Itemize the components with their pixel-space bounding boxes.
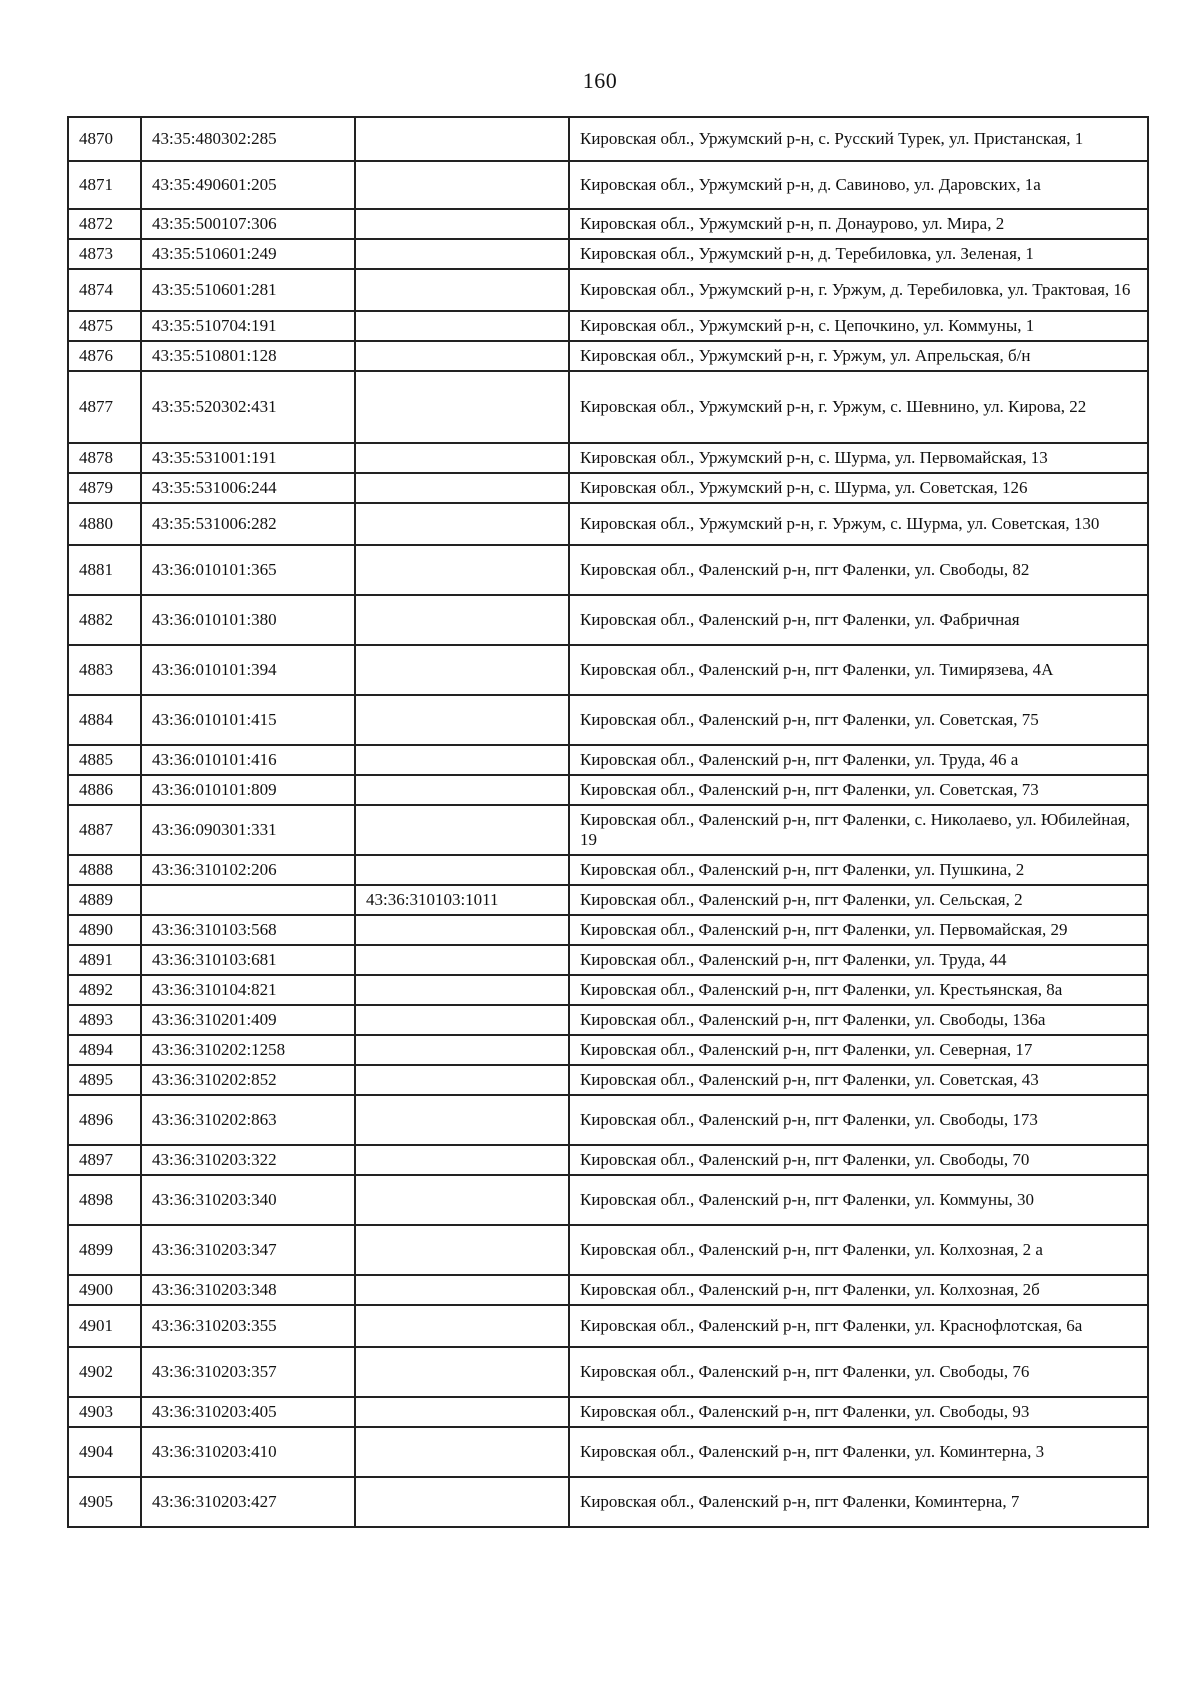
cadastral-number-cell: 43:36:010101:365 — [141, 545, 355, 595]
cadastral-number-cell: 43:36:310203:347 — [141, 1225, 355, 1275]
cadastral-number-cell: 43:36:310202:852 — [141, 1065, 355, 1095]
cadastral-number-alt-cell — [355, 503, 569, 545]
address-cell: Кировская обл., Фаленский р-н, пгт Фаленки, ул. Свободы, 136а — [569, 1005, 1148, 1035]
cadastral-number-cell: 43:36:310104:821 — [141, 975, 355, 1005]
address-cell: Кировская обл., Уржумский р-н, с. Русский Турек, ул. Пристанская, 1 — [569, 117, 1148, 161]
address-cell: Кировская обл., Фаленский р-н, пгт Фаленки, ул. Колхозная, 2 а — [569, 1225, 1148, 1275]
address-cell: Кировская обл., Уржумский р-н, г. Уржум, д. Теребиловка, ул. Трактовая, 16 — [569, 269, 1148, 311]
cadastral-number-alt-cell — [355, 1225, 569, 1275]
cadastral-number-alt-cell — [355, 1145, 569, 1175]
cadastral-number-alt-cell — [355, 1305, 569, 1347]
cadastral-number-cell: 43:35:510801:128 — [141, 341, 355, 371]
row-number-cell: 4887 — [68, 805, 141, 855]
table-row — [68, 915, 1148, 945]
table-row — [68, 775, 1148, 805]
address-cell: Кировская обл., Уржумский р-н, д. Савиново, ул. Даровских, 1а — [569, 161, 1148, 209]
row-number-cell: 4895 — [68, 1065, 141, 1095]
table-row — [68, 1225, 1148, 1275]
cadastral-number-alt-cell — [355, 915, 569, 945]
table-row — [68, 1005, 1148, 1035]
table-row — [68, 161, 1148, 209]
table-row — [68, 117, 1148, 161]
cadastral-number-alt-cell — [355, 443, 569, 473]
cadastral-number-alt-cell — [355, 805, 569, 855]
address-cell: Кировская обл., Фаленский р-н, пгт Фаленки, ул. Труда, 44 — [569, 945, 1148, 975]
row-number-cell: 4871 — [68, 161, 141, 209]
table-row — [68, 269, 1148, 311]
row-number-cell: 4884 — [68, 695, 141, 745]
cadastral-number-cell: 43:35:480302:285 — [141, 117, 355, 161]
row-number-cell: 4878 — [68, 443, 141, 473]
row-number-cell: 4905 — [68, 1477, 141, 1527]
cadastral-number-alt-cell — [355, 855, 569, 885]
cadastral-number-alt-cell — [355, 269, 569, 311]
cadastral-number-alt-cell — [355, 209, 569, 239]
cadastral-number-cell: 43:36:090301:331 — [141, 805, 355, 855]
cadastral-number-alt-cell — [355, 1275, 569, 1305]
row-number-cell: 4876 — [68, 341, 141, 371]
address-cell: Кировская обл., Фаленский р-н, пгт Фаленки, ул. Советская, 73 — [569, 775, 1148, 805]
address-cell: Кировская обл., Фаленский р-н, пгт Фаленки, ул. Краснофлотская, 6а — [569, 1305, 1148, 1347]
row-number-cell: 4873 — [68, 239, 141, 269]
row-number-cell: 4892 — [68, 975, 141, 1005]
cadastral-number-alt-cell — [355, 1397, 569, 1427]
table-row — [68, 885, 1148, 915]
cadastral-number-alt-cell — [355, 117, 569, 161]
cadastral-number-cell: 43:36:310203:355 — [141, 1305, 355, 1347]
row-number-cell: 4897 — [68, 1145, 141, 1175]
cadastral-number-cell: 43:35:490601:205 — [141, 161, 355, 209]
row-number-cell: 4902 — [68, 1347, 141, 1397]
cadastral-number-alt-cell — [355, 545, 569, 595]
cadastral-number-cell: 43:36:310203:340 — [141, 1175, 355, 1225]
cadastral-number-alt-cell — [355, 775, 569, 805]
address-cell: Кировская обл., Фаленский р-н, пгт Фаленки, ул. Колхозная, 2б — [569, 1275, 1148, 1305]
cadastral-number-alt-cell — [355, 645, 569, 695]
address-cell: Кировская обл., Фаленский р-н, пгт Фаленки, ул. Крестьянская, 8а — [569, 975, 1148, 1005]
registry-table-body — [68, 117, 1148, 1527]
cadastral-number-cell: 43:35:531001:191 — [141, 443, 355, 473]
table-row — [68, 855, 1148, 885]
row-number-cell: 4875 — [68, 311, 141, 341]
row-number-cell: 4894 — [68, 1035, 141, 1065]
address-cell: Кировская обл., Фаленский р-н, пгт Фаленки, ул. Фабричная — [569, 595, 1148, 645]
cadastral-number-alt-cell — [355, 1477, 569, 1527]
cadastral-number-cell: 43:36:310103:568 — [141, 915, 355, 945]
table-row — [68, 645, 1148, 695]
table-row — [68, 695, 1148, 745]
cadastral-number-cell: 43:35:510601:249 — [141, 239, 355, 269]
cadastral-number-cell: 43:36:010101:380 — [141, 595, 355, 645]
address-cell: Кировская обл., Фаленский р-н, пгт Фаленки, ул. Свободы, 70 — [569, 1145, 1148, 1175]
cadastral-number-alt-cell — [355, 695, 569, 745]
cadastral-number-alt-cell: 43:36:310103:1011 — [355, 885, 569, 915]
address-cell: Кировская обл., Фаленский р-н, пгт Фаленки, с. Николаево, ул. Юбилейная, 19 — [569, 805, 1148, 855]
registry-table — [67, 116, 1149, 1528]
cadastral-number-cell: 43:36:010101:415 — [141, 695, 355, 745]
cadastral-number-cell: 43:36:310203:427 — [141, 1477, 355, 1527]
address-cell: Кировская обл., Уржумский р-н, п. Донаурово, ул. Мира, 2 — [569, 209, 1148, 239]
address-cell: Кировская обл., Уржумский р-н, д. Теребиловка, ул. Зеленая, 1 — [569, 239, 1148, 269]
cadastral-number-cell: 43:36:310203:322 — [141, 1145, 355, 1175]
address-cell: Кировская обл., Фаленский р-н, пгт Фаленки, ул. Коминтерна, 3 — [569, 1427, 1148, 1477]
row-number-cell: 4891 — [68, 945, 141, 975]
address-cell: Кировская обл., Фаленский р-н, пгт Фаленки, ул. Труда, 46 а — [569, 745, 1148, 775]
table-row — [68, 1305, 1148, 1347]
address-cell: Кировская обл., Фаленский р-н, пгт Фаленки, ул. Советская, 75 — [569, 695, 1148, 745]
row-number-cell: 4872 — [68, 209, 141, 239]
row-number-cell: 4903 — [68, 1397, 141, 1427]
cadastral-number-alt-cell — [355, 1347, 569, 1397]
address-cell: Кировская обл., Уржумский р-н, г. Уржум, с. Шевнино, ул. Кирова, 22 — [569, 371, 1148, 443]
row-number-cell: 4899 — [68, 1225, 141, 1275]
table-row — [68, 503, 1148, 545]
row-number-cell: 4896 — [68, 1095, 141, 1145]
row-number-cell: 4901 — [68, 1305, 141, 1347]
cadastral-number-cell: 43:35:520302:431 — [141, 371, 355, 443]
address-cell: Кировская обл., Фаленский р-н, пгт Фаленки, ул. Коммуны, 30 — [569, 1175, 1148, 1225]
address-cell: Кировская обл., Фаленский р-н, пгт Фаленки, ул. Северная, 17 — [569, 1035, 1148, 1065]
row-number-cell: 4883 — [68, 645, 141, 695]
cadastral-number-cell: 43:35:531006:282 — [141, 503, 355, 545]
table-row — [68, 1175, 1148, 1225]
row-number-cell: 4900 — [68, 1275, 141, 1305]
cadastral-number-cell: 43:36:310203:410 — [141, 1427, 355, 1477]
cadastral-number-cell: 43:36:310203:357 — [141, 1347, 355, 1397]
cadastral-number-alt-cell — [355, 1065, 569, 1095]
cadastral-number-alt-cell — [355, 371, 569, 443]
address-cell: Кировская обл., Уржумский р-н, г. Уржум, ул. Апрельская, б/н — [569, 341, 1148, 371]
cadastral-number-cell: 43:36:310201:409 — [141, 1005, 355, 1035]
address-cell: Кировская обл., Уржумский р-н, г. Уржум, с. Шурма, ул. Советская, 130 — [569, 503, 1148, 545]
table-row — [68, 239, 1148, 269]
table-row — [68, 805, 1148, 855]
row-number-cell: 4886 — [68, 775, 141, 805]
row-number-cell: 4904 — [68, 1427, 141, 1477]
cadastral-number-cell: 43:36:310102:206 — [141, 855, 355, 885]
table-row — [68, 443, 1148, 473]
cadastral-number-alt-cell — [355, 595, 569, 645]
cadastral-number-cell — [141, 885, 355, 915]
row-number-cell: 4880 — [68, 503, 141, 545]
table-row — [68, 311, 1148, 341]
row-number-cell: 4898 — [68, 1175, 141, 1225]
row-number-cell: 4888 — [68, 855, 141, 885]
cadastral-number-alt-cell — [355, 1005, 569, 1035]
cadastral-number-alt-cell — [355, 161, 569, 209]
table-row — [68, 1035, 1148, 1065]
address-cell: Кировская обл., Фаленский р-н, пгт Фаленки, ул. Свободы, 173 — [569, 1095, 1148, 1145]
row-number-cell: 4893 — [68, 1005, 141, 1035]
table-row — [68, 209, 1148, 239]
cadastral-number-alt-cell — [355, 311, 569, 341]
table-row — [68, 1397, 1148, 1427]
table-row — [68, 341, 1148, 371]
row-number-cell: 4882 — [68, 595, 141, 645]
cadastral-number-cell: 43:36:010101:809 — [141, 775, 355, 805]
cadastral-number-alt-cell — [355, 1035, 569, 1065]
cadastral-number-alt-cell — [355, 945, 569, 975]
address-cell: Кировская обл., Уржумский р-н, с. Цепочкино, ул. Коммуны, 1 — [569, 311, 1148, 341]
table-row — [68, 1347, 1148, 1397]
address-cell: Кировская обл., Фаленский р-н, пгт Фаленки, ул. Свободы, 76 — [569, 1347, 1148, 1397]
table-row — [68, 371, 1148, 443]
row-number-cell: 4885 — [68, 745, 141, 775]
table-row — [68, 745, 1148, 775]
table-row — [68, 595, 1148, 645]
cadastral-number-cell: 43:35:510601:281 — [141, 269, 355, 311]
cadastral-number-cell: 43:36:310202:1258 — [141, 1035, 355, 1065]
table-row — [68, 975, 1148, 1005]
row-number-cell: 4879 — [68, 473, 141, 503]
cadastral-number-alt-cell — [355, 341, 569, 371]
address-cell: Кировская обл., Фаленский р-н, пгт Фаленки, ул. Тимирязева, 4А — [569, 645, 1148, 695]
address-cell: Кировская обл., Фаленский р-н, пгт Фаленки, Коминтерна, 7 — [569, 1477, 1148, 1527]
row-number-cell: 4874 — [68, 269, 141, 311]
table-row — [68, 1145, 1148, 1175]
row-number-cell: 4870 — [68, 117, 141, 161]
cadastral-number-alt-cell — [355, 473, 569, 503]
cadastral-number-cell: 43:35:531006:244 — [141, 473, 355, 503]
table-row — [68, 945, 1148, 975]
cadastral-number-alt-cell — [355, 239, 569, 269]
cadastral-number-alt-cell — [355, 1175, 569, 1225]
address-cell: Кировская обл., Фаленский р-н, пгт Фаленки, ул. Советская, 43 — [569, 1065, 1148, 1095]
cadastral-number-cell: 43:36:310202:863 — [141, 1095, 355, 1145]
cadastral-number-cell: 43:36:310203:405 — [141, 1397, 355, 1427]
address-cell: Кировская обл., Фаленский р-н, пгт Фаленки, ул. Первомайская, 29 — [569, 915, 1148, 945]
row-number-cell: 4877 — [68, 371, 141, 443]
cadastral-number-cell: 43:36:310203:348 — [141, 1275, 355, 1305]
page-number: 160 — [582, 68, 618, 93]
cadastral-number-alt-cell — [355, 1095, 569, 1145]
table-row — [68, 1065, 1148, 1095]
cadastral-number-cell: 43:36:310103:681 — [141, 945, 355, 975]
row-number-cell: 4881 — [68, 545, 141, 595]
address-cell: Кировская обл., Уржумский р-н, с. Шурма, ул. Советская, 126 — [569, 473, 1148, 503]
address-cell: Кировская обл., Фаленский р-н, пгт Фаленки, ул. Сельская, 2 — [569, 885, 1148, 915]
row-number-cell: 4890 — [68, 915, 141, 945]
table-row — [68, 1095, 1148, 1145]
table-row — [68, 473, 1148, 503]
cadastral-number-alt-cell — [355, 1427, 569, 1477]
table-row — [68, 1477, 1148, 1527]
cadastral-number-cell: 43:36:010101:416 — [141, 745, 355, 775]
address-cell: Кировская обл., Уржумский р-н, с. Шурма, ул. Первомайская, 13 — [569, 443, 1148, 473]
address-cell: Кировская обл., Фаленский р-н, пгт Фаленки, ул. Свободы, 82 — [569, 545, 1148, 595]
cadastral-number-cell: 43:35:510704:191 — [141, 311, 355, 341]
cadastral-number-alt-cell — [355, 975, 569, 1005]
cadastral-number-alt-cell — [355, 745, 569, 775]
cadastral-number-cell: 43:35:500107:306 — [141, 209, 355, 239]
address-cell: Кировская обл., Фаленский р-н, пгт Фаленки, ул. Свободы, 93 — [569, 1397, 1148, 1427]
cadastral-number-cell: 43:36:010101:394 — [141, 645, 355, 695]
address-cell: Кировская обл., Фаленский р-н, пгт Фаленки, ул. Пушкина, 2 — [569, 855, 1148, 885]
table-row — [68, 1427, 1148, 1477]
table-row — [68, 545, 1148, 595]
table-row — [68, 1275, 1148, 1305]
row-number-cell: 4889 — [68, 885, 141, 915]
